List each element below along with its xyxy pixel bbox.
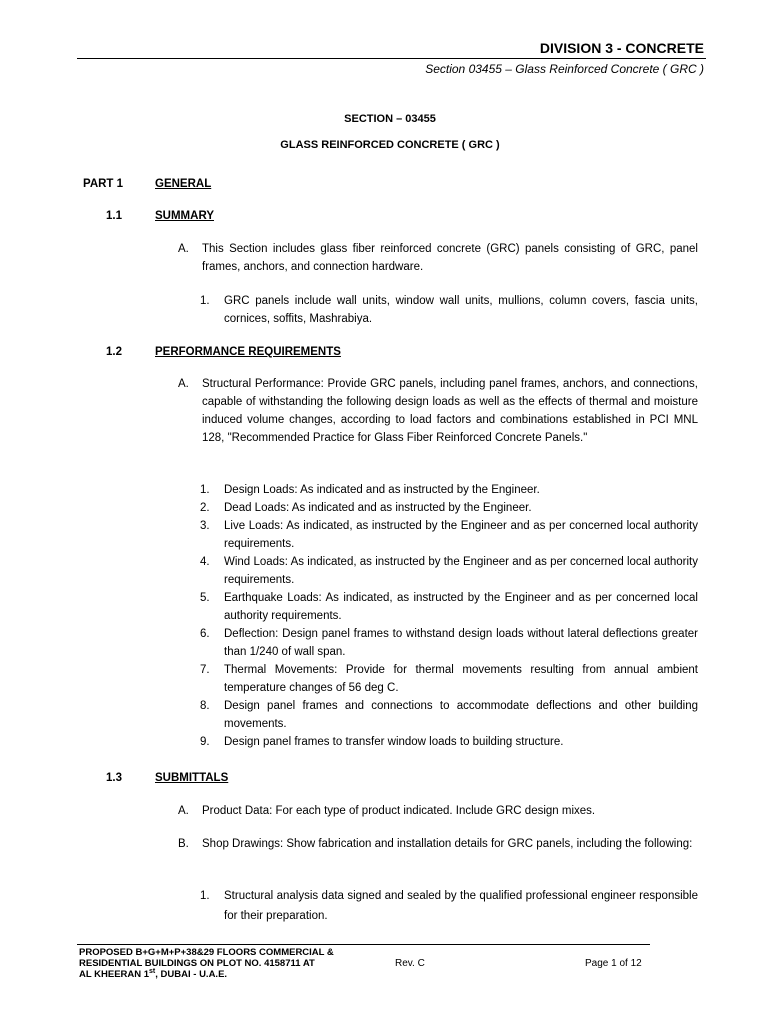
list-item-number: 4. xyxy=(200,556,210,568)
list-item xyxy=(200,661,698,697)
list-item xyxy=(200,481,698,499)
list-item-text: Thermal Movements: Provide for thermal movements resulting from annual ambient temperature changes of 56 deg C. xyxy=(224,664,698,694)
paragraph-label: B. xyxy=(178,838,189,850)
list-item-number: 7. xyxy=(200,664,210,676)
list-item xyxy=(200,499,698,517)
paragraph-text: Structural Performance: Provide GRC panels, including panel frames, anchors, and connections, capable of withstanding the following design loads as well as the effects of thermal and moisture induced volume changes, according to load factors and combinations established in PCI MNL 128, "Recommended Practice for Glass Fiber Reinforced Concrete Panels." xyxy=(202,378,698,444)
paragraph-label: A. xyxy=(178,805,189,817)
header-rule xyxy=(77,58,706,59)
list-item-number: 6. xyxy=(200,628,210,640)
list-item-text: GRC panels include wall units, window wall units, mullions, column covers, fascia units, cornices, soffits, Mashrabiya. xyxy=(224,295,698,325)
list-item-text: Live Loads: As indicated, as instructed by the Engineer and as per concerned local authority requirements. xyxy=(224,520,698,550)
article-number: 1.3 xyxy=(106,772,122,784)
list-item-number: 9. xyxy=(200,736,210,748)
section-reference: Section 03455 – Glass Reinforced Concrete ( GRC ) xyxy=(425,62,704,76)
part-label: PART 1 xyxy=(83,178,124,190)
list-item-number: 1. xyxy=(200,890,210,902)
list-item xyxy=(200,553,698,589)
footer-line-1: PROPOSED B+G+M+P+38&29 FLOORS COMMERCIAL & xyxy=(79,947,334,958)
paragraph-text: This Section includes glass fiber reinforced concrete (GRC) panels consisting of GRC, panel frames, anchors, and connection hardware. xyxy=(202,243,698,273)
list-item-text: Design panel frames to transfer window loads to building structure. xyxy=(224,736,564,748)
list-item xyxy=(200,517,698,553)
list-item xyxy=(200,625,698,661)
article-title: PERFORMANCE REQUIREMENTS xyxy=(155,346,341,358)
revision-label: Rev. C xyxy=(395,958,425,969)
list-item-number: 8. xyxy=(200,700,210,712)
paragraph-text: Product Data: For each type of product indicated. Include GRC design mixes. xyxy=(202,805,596,817)
paragraph-text: Shop Drawings: Show fabrication and installation details for GRC panels, including the following: xyxy=(202,838,693,850)
paragraph-label: A. xyxy=(178,378,189,390)
list-item xyxy=(200,292,698,328)
page-number: Page 1 of 12 xyxy=(585,958,642,969)
list-item-text: Wind Loads: As indicated, as instructed by the Engineer and as per concerned local authority requirements. xyxy=(224,556,698,586)
list-item xyxy=(200,886,698,926)
performance-list xyxy=(200,481,698,751)
list-item-text: Design panel frames and connections to accommodate deflections and other building movements. xyxy=(224,700,698,730)
footer-line-2: RESIDENTIAL BUILDINGS ON PLOT NO. 4158711 AT xyxy=(79,958,315,969)
list-item-text: Dead Loads: As indicated and as instructed by the Engineer. xyxy=(224,502,532,514)
footer-line-3: AL KHEERAN 1st, DUBAI - U.A.E. xyxy=(79,967,228,980)
list-item-number: 3. xyxy=(200,520,210,532)
list-item xyxy=(200,733,698,751)
submittals-list xyxy=(200,886,698,926)
list-item-number: 5. xyxy=(200,592,210,604)
list-item-text: Structural analysis data signed and sealed by the qualified professional engineer responsible for their preparation. xyxy=(224,890,698,922)
summary-list xyxy=(200,292,698,328)
article-number: 1.1 xyxy=(106,210,122,222)
list-item xyxy=(200,697,698,733)
division-title: DIVISION 3 - CONCRETE xyxy=(539,40,704,56)
paragraph-label: A. xyxy=(178,243,189,255)
list-item-text: Deflection: Design panel frames to withstand design loads without lateral deflections greater than 1/240 of wall span. xyxy=(224,628,698,658)
list-item xyxy=(200,589,698,625)
list-item-number: 2. xyxy=(200,502,210,514)
footer-project-info xyxy=(79,947,334,980)
list-item-text: Design Loads: As indicated and as instructed by the Engineer. xyxy=(224,484,540,496)
footer-rule xyxy=(77,944,650,945)
part-title: GENERAL xyxy=(155,178,212,190)
section-number-title: SECTION – 03455 xyxy=(344,113,436,125)
article-number: 1.2 xyxy=(106,346,122,358)
section-name-title: GLASS REINFORCED CONCRETE ( GRC ) xyxy=(280,139,500,151)
list-item-number: 1. xyxy=(200,484,210,496)
article-title: SUBMITTALS xyxy=(155,772,229,784)
article-title: SUMMARY xyxy=(155,210,214,222)
list-item-text: Earthquake Loads: As indicated, as instructed by the Engineer and as per concerned local authority requirements. xyxy=(224,592,698,622)
list-item-number: 1. xyxy=(200,295,210,307)
